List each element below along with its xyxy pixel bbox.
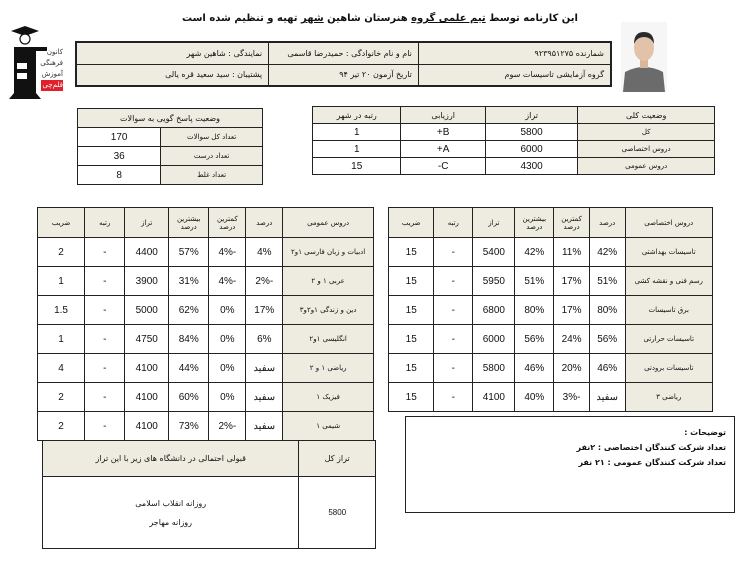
course-value: 0% — [209, 354, 246, 383]
course-value: 5000 — [125, 296, 169, 325]
table-row — [38, 412, 374, 441]
supporter: پشتیبان : سید سعید قره یالی — [76, 64, 269, 86]
column-header: دروس اختصاصی — [625, 208, 712, 238]
course-name: انگلیسی ۱و۲ — [283, 325, 374, 354]
course-value: سفید — [246, 412, 283, 441]
notes-line: تعداد شرکت کنندگان اختصاصی : ۲نفر — [576, 443, 726, 452]
course-value: 42% — [589, 238, 625, 267]
course-value: 4% — [246, 238, 283, 267]
column-header: دروس عمومی — [283, 208, 374, 238]
course-value: 4100 — [125, 412, 169, 441]
course-value: 62% — [169, 296, 209, 325]
course-value: سفید — [246, 354, 283, 383]
course-value: 6800 — [473, 296, 515, 325]
course-value: -3% — [554, 383, 590, 412]
logo-text: کانون فرهنگی آموزش قلم‌چی — [40, 48, 63, 89]
institute-logo — [5, 23, 63, 105]
course-value: 42% — [515, 238, 554, 267]
course-value: 15 — [389, 296, 434, 325]
column-header: ضریب — [38, 208, 85, 238]
course-value: 15 — [389, 325, 434, 354]
table-row — [389, 383, 713, 412]
column-header: کمترین درصد — [554, 208, 590, 238]
column-header: تراز — [125, 208, 169, 238]
course-name: برق تاسیسات — [625, 296, 712, 325]
course-value: 15 — [389, 267, 434, 296]
table-row — [38, 267, 374, 296]
test-group: گروه آزمایشی تاسیسات سوم — [418, 64, 611, 86]
table-row: تعداد کل سوالات 170 — [78, 128, 263, 147]
course-value: 40% — [515, 383, 554, 412]
table-row: تعداد غلط 8 — [78, 166, 263, 185]
course-value: 51% — [589, 267, 625, 296]
course-value: 80% — [589, 296, 625, 325]
university-item: روزانه مهاجر — [149, 517, 193, 527]
course-value: 5800 — [473, 354, 515, 383]
overall-status-table: وضعیت کلی تراز ارزیابی رتبه در شهر کل 5800 B+ 1 دروس اختصاصی 6000 A+ 1 دروس عمومی 4300 C- 15 — [312, 106, 715, 175]
course-value: 56% — [589, 325, 625, 354]
total-score-header: تراز کل — [299, 441, 376, 477]
table-row: دروس عمومی 4300 C- 15 — [313, 158, 715, 175]
course-name: شیمی ۱ — [283, 412, 374, 441]
course-value: 6000 — [473, 325, 515, 354]
column-header: درصد — [246, 208, 283, 238]
course-value: - — [85, 325, 125, 354]
table-row — [389, 238, 713, 267]
answer-status-header: وضعیت پاسخ گویی به سوالات — [78, 109, 263, 128]
column-header: رتبه — [85, 208, 125, 238]
course-value: 4 — [38, 354, 85, 383]
course-value: -4% — [209, 267, 246, 296]
course-value: - — [85, 267, 125, 296]
course-value: 15 — [389, 238, 434, 267]
course-value: 46% — [515, 354, 554, 383]
course-value: سفید — [589, 383, 625, 412]
course-value: 57% — [169, 238, 209, 267]
column-header: بیشترین درصد — [515, 208, 554, 238]
course-value: 15 — [389, 354, 434, 383]
student-id: شمارنده ۹۲۳۹۵۱۲۷۵ — [418, 42, 611, 64]
course-value: 51% — [515, 267, 554, 296]
course-value: 60% — [169, 383, 209, 412]
answer-status-table — [77, 108, 263, 185]
table-row — [389, 325, 713, 354]
course-value: 4750 — [125, 325, 169, 354]
column-header: ضریب — [389, 208, 434, 238]
course-value: - — [85, 296, 125, 325]
course-value: - — [85, 354, 125, 383]
table-row — [389, 267, 713, 296]
total-score-value: 5800 — [299, 477, 376, 549]
course-value: 0% — [209, 296, 246, 325]
course-name: ریاضی ۳ — [625, 383, 712, 412]
course-value: 11% — [554, 238, 590, 267]
course-name: ادبیات و زبان فارسی ۱و۲ — [283, 238, 374, 267]
course-name: دین و زندگی ۱و۲و۳ — [283, 296, 374, 325]
column-header: بیشترین درصد — [169, 208, 209, 238]
logo-brand-badge: قلم‌چی — [42, 81, 63, 89]
table-row — [38, 296, 374, 325]
table-row: تعداد درست 36 — [78, 147, 263, 166]
course-value: 56% — [515, 325, 554, 354]
course-value: - — [434, 238, 473, 267]
course-name: فیزیک ۱ — [283, 383, 374, 412]
course-value: 3900 — [125, 267, 169, 296]
table-row — [38, 238, 374, 267]
notes-title: توضیحات : — [684, 428, 726, 437]
course-value: - — [434, 296, 473, 325]
course-value: 20% — [554, 354, 590, 383]
universities-list — [43, 477, 299, 549]
course-value: - — [434, 354, 473, 383]
course-value: -4% — [209, 238, 246, 267]
course-value: 84% — [169, 325, 209, 354]
course-value: 2 — [38, 238, 85, 267]
table-row — [389, 296, 713, 325]
student-name: نام و نام خانوادگی : حمیدرضا قاسمی — [269, 42, 419, 64]
course-value: - — [434, 267, 473, 296]
table-row — [38, 354, 374, 383]
course-value: - — [434, 325, 473, 354]
course-value: 1 — [38, 325, 85, 354]
university-admission-table — [42, 440, 376, 549]
course-value: 0% — [209, 383, 246, 412]
course-value: - — [434, 383, 473, 412]
course-value: 17% — [554, 296, 590, 325]
column-header: تراز — [473, 208, 515, 238]
course-value: 5950 — [473, 267, 515, 296]
special-courses-table — [388, 207, 713, 412]
course-name: رسم فنی و نقشه کشی — [625, 267, 712, 296]
course-value: -2% — [209, 412, 246, 441]
course-value: 2 — [38, 412, 85, 441]
course-value: 1 — [38, 267, 85, 296]
course-name: تاسیسات حرارتی — [625, 325, 712, 354]
course-value: 4100 — [125, 383, 169, 412]
table-row: کل 5800 B+ 1 — [313, 124, 715, 141]
column-header: رتبه — [434, 208, 473, 238]
course-name: ریاضی ۱ و ۲ — [283, 354, 374, 383]
exam-date: تاریخ آزمون ۲۰ تیر ۹۴ — [269, 64, 419, 86]
course-value: -2% — [246, 267, 283, 296]
notes-box — [405, 416, 735, 513]
column-header: درصد — [589, 208, 625, 238]
table-row: دروس اختصاصی 6000 A+ 1 — [313, 141, 715, 158]
student-photo — [621, 22, 667, 92]
course-value: 4100 — [125, 354, 169, 383]
course-value: 4400 — [125, 238, 169, 267]
column-header: کمترین درصد — [209, 208, 246, 238]
table-row — [38, 383, 374, 412]
course-value: سفید — [246, 383, 283, 412]
table-row — [389, 354, 713, 383]
universities-header: قبولی احتمالی در دانشگاه های زیر با این تراز — [43, 441, 299, 477]
branch: نمایندگی : شاهین شهر — [76, 42, 269, 64]
course-value: 80% — [515, 296, 554, 325]
general-courses-table — [37, 207, 374, 441]
course-value: 5400 — [473, 238, 515, 267]
course-name: تاسیسات برودتی — [625, 354, 712, 383]
course-value: 24% — [554, 325, 590, 354]
notes-line: تعداد شرکت کنندگان عمومی : ۲۱ نفر — [578, 458, 726, 467]
university-item: روزانه انقلاب اسلامی — [135, 498, 207, 508]
course-value: 73% — [169, 412, 209, 441]
course-value: - — [85, 412, 125, 441]
course-name: تاسیسات بهداشتی — [625, 238, 712, 267]
course-value: 6% — [246, 325, 283, 354]
course-value: - — [85, 238, 125, 267]
course-value: 1.5 — [38, 296, 85, 325]
course-value: 46% — [589, 354, 625, 383]
course-value: 17% — [554, 267, 590, 296]
course-value: 0% — [209, 325, 246, 354]
course-value: 4100 — [473, 383, 515, 412]
student-info-table — [75, 41, 612, 87]
course-value: 17% — [246, 296, 283, 325]
course-value: 31% — [169, 267, 209, 296]
table-row — [38, 325, 374, 354]
report-title: این کارنامه توسط تیم علمی گروه هنرستان شاهین شهر تهیه و تنظیم شده است — [182, 13, 578, 24]
course-value: 15 — [389, 383, 434, 412]
course-value: 2 — [38, 383, 85, 412]
course-value: 44% — [169, 354, 209, 383]
course-name: عربی ۱ و ۲ — [283, 267, 374, 296]
course-value: - — [85, 383, 125, 412]
